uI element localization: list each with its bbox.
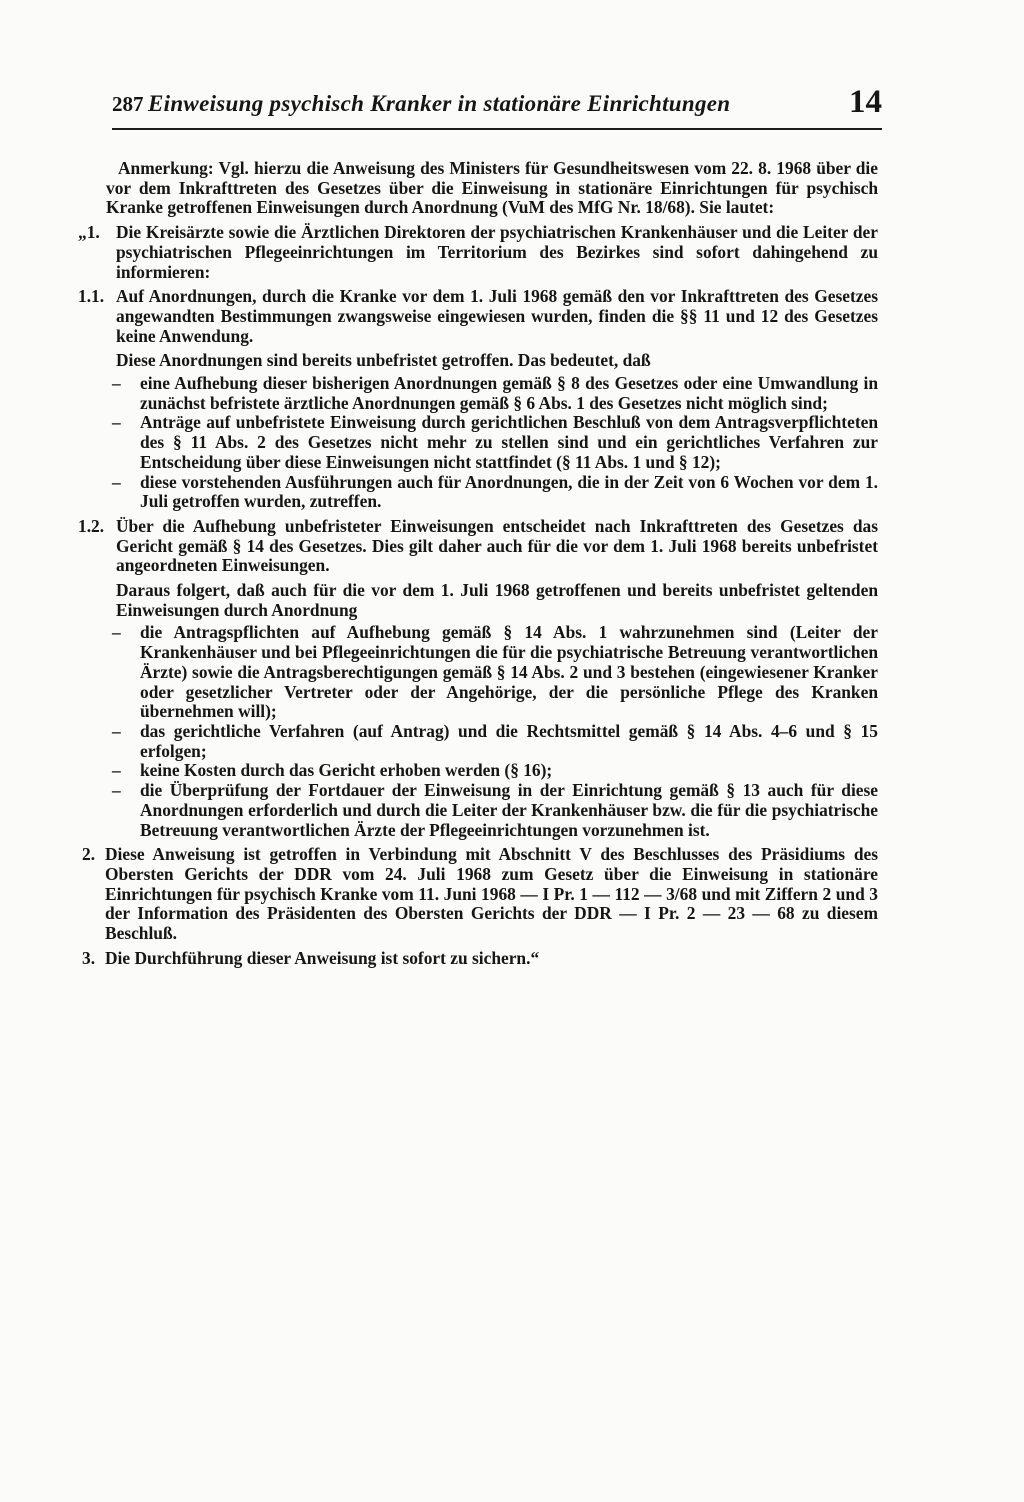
- dash-item: [78, 473, 878, 512]
- running-title: Einweisung psychisch Kranker in stationäre Einrichtungen: [148, 91, 731, 116]
- dash-item: [78, 761, 878, 781]
- dash-mark: –: [112, 622, 121, 643]
- dash-mark: –: [112, 780, 121, 801]
- item-1-1-text2: Diese Anordnungen sind bereits unbefristet getroffen. Das bedeutet, daß: [116, 350, 651, 371]
- item-1-label: „1.: [78, 222, 100, 243]
- dash-mark: –: [112, 471, 121, 492]
- item-2: [78, 845, 878, 944]
- dash-item-text: keine Kosten durch das Gericht erhoben werden (§ 16);: [140, 760, 553, 781]
- note-text: Vgl. hierzu die Anweisung des Ministers für Gesundheitswesen vom 22. 8. 1968 über die vor dem Inkrafttreten des Gesetzes über die Einweisung in stationäre Einrichtungen für psychisch Kranke getroffenen Einweisungen durch Anordnung (VuM des MfG Nr. 18/68). Sie lautet:: [106, 158, 878, 218]
- dash-item-text: die Überprüfung der Fortdauer der Einweisung in der Einrichtung gemäß § 13 auch für diese Anordnungen erforderlich und durch die Leiter der Krankenhäuser bzw. die für die psychiatrische Betreuung verantwortlichen Ärzte der Pflegeeinrichtungen vorzunehmen ist.: [140, 780, 878, 840]
- item-1-1: [78, 287, 878, 346]
- page-number: 287: [112, 92, 144, 116]
- dash-mark: –: [112, 412, 121, 433]
- dash-item-text: eine Aufhebung dieser bisherigen Anordnungen gemäß § 8 des Gesetzes oder eine Umwandlung in zunächst befristete ärztliche Anordnungen gemäß § 6 Abs. 1 des Gesetzes nicht möglich sind;: [140, 373, 878, 413]
- item-3-text: Die Durchführung dieser Anweisung ist sofort zu sichern.“: [105, 947, 540, 968]
- item-1-2-text: Über die Aufhebung unbefristeter Einweisungen entscheidet nach Inkrafttreten des Gesetzes das Gericht gemäß § 14 des Gesetzes. Dies gilt daher auch für die vor dem 1. Juli 1968 bereits unbefristet angeordneten Einweisungen.: [116, 515, 878, 576]
- item-1-2-continuation: [78, 581, 878, 620]
- dash-mark: –: [112, 720, 121, 741]
- item-1-2: [78, 517, 878, 576]
- dash-mark: –: [112, 373, 121, 394]
- dash-mark: –: [112, 760, 121, 781]
- note-paragraph: [78, 159, 878, 218]
- dash-item-text: diese vorstehenden Ausführungen auch für Anordnungen, die in der Zeit von 6 Wochen vor dem 1. Juli getroffen wurden, zutreffen.: [140, 471, 878, 512]
- item-1-1-text: Auf Anordnungen, durch die Kranke vor dem 1. Juli 1968 gemäß den vor Inkrafttreten des Gesetzes angewandten Bestimmungen zwangsweise eingewiesen wurden, finden die §§ 11 und 12 des Gesetzes keine Anwendung.: [116, 286, 878, 346]
- item-2-text: Diese Anweisung ist getroffen in Verbindung mit Abschnitt V des Beschlusses des Präsidiums des Obersten Gerichts der DDR vom 24. Juli 1968 zum Gesetz über die Einweisung in stationäre Einrichtungen für psychisch Kranke vom 11. Juni 1968 — I Pr. 1 — 112 — 3/68 und mit Ziffern 2 und 3 der Information des Präsidenten des Obersten Gerichts der DDR — I Pr. 2 — 23 — 68 zu diesem Beschluß.: [105, 844, 878, 944]
- section-number: 14: [849, 84, 882, 120]
- dash-item: [78, 413, 878, 472]
- dash-item-text: die Antragspflichten auf Aufhebung gemäß § 14 Abs. 1 wahrzunehmen sind (Leiter der Krankenhäuser und bei Pflegeeinrichtungen die für die psychiatrische Betreuung verantwortlichen Ärzte) sowie die Antragsberechtigungen gemäß § 14 Abs. 2 und 3 bestehen (eingewiesener Kranker oder gesetzlicher Vertreter oder der Angehörige, der die persönliche Pflege des Kranken übernehmen will);: [140, 622, 878, 722]
- item-1-2-text2: Daraus folgert, daß auch für die vor dem 1. Juli 1968 getroffenen und bereits unbefristet geltenden Einweisungen durch Anordnung: [116, 580, 878, 620]
- item-3-label: 3.: [82, 947, 96, 968]
- running-header: [112, 84, 882, 124]
- document-body: [78, 159, 878, 968]
- note-label: Anmerkung:: [118, 158, 214, 178]
- item-1-2-label: 1.2.: [78, 515, 105, 536]
- dash-item: [78, 374, 878, 413]
- item-1-1-dash-list: [78, 374, 878, 512]
- item-1-1-continuation: [78, 351, 878, 371]
- item-1: [78, 223, 878, 282]
- dash-item-text: Anträge auf unbefristete Einweisung durch gerichtlichen Beschluß von dem Antragsverpflichteten des § 11 Abs. 2 des Gesetzes nicht mehr zu stellen sind und ein gerichtliches Verfahren zur Entscheidung über diese Einweisungen nicht stattfindet (§ 11 Abs. 1 und § 12);: [140, 412, 878, 472]
- header-rule: [112, 128, 882, 130]
- item-3: [78, 949, 878, 969]
- item-1-2-dash-list: [78, 623, 878, 840]
- dash-item: [78, 781, 878, 840]
- item-1-text: Die Kreisärzte sowie die Ärztlichen Direktoren der psychiatrischen Krankenhäuser und die Leiter der psychiatrischen Pflegeeinrichtungen im Territorium des Bezirkes sind sofort dahingehend zu informieren:: [116, 222, 878, 282]
- dash-item: [78, 623, 878, 722]
- item-1-1-label: 1.1.: [78, 286, 105, 307]
- dash-item: [78, 722, 878, 761]
- dash-item-text: das gerichtliche Verfahren (auf Antrag) und die Rechtsmittel gemäß § 14 Abs. 4–6 und § 15 erfolgen;: [140, 720, 878, 761]
- item-2-label: 2.: [82, 844, 96, 865]
